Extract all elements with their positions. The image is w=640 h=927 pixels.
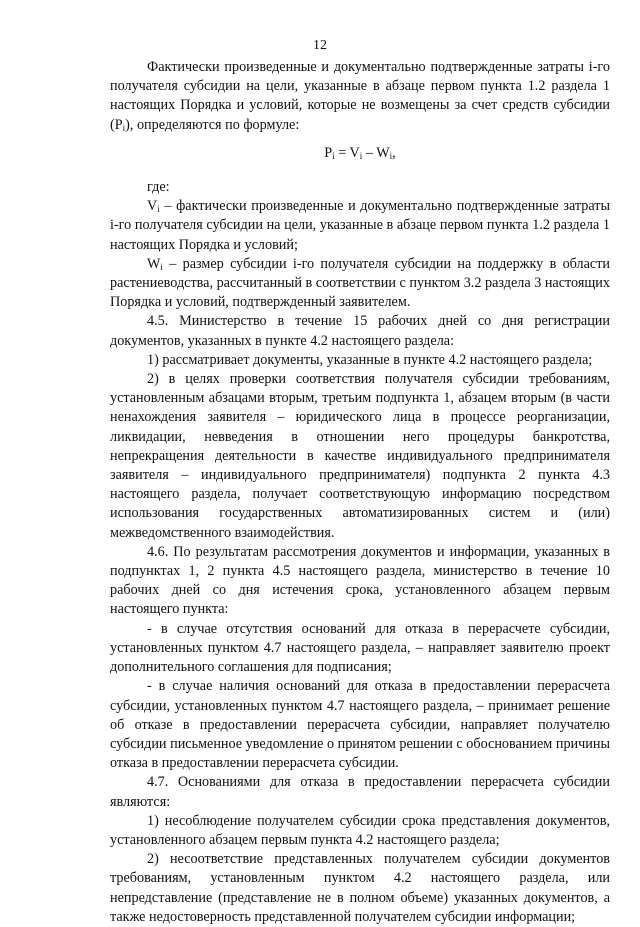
paragraph-4-6-a: - в случае отсутствия оснований для отказа в перерасчете субсидии, установленных пунктом 4.7 настоящего раздела, – направляет заявителю проект дополнительного соглашения для подписания; xyxy=(110,620,610,676)
paragraph-4-5-2: 2) в целях проверки соответствия получателя субсидии требованиям, установленным абзацами вторым, третьим подпункта 1, абзацем вторым (в части ненахождения заявителя – юридического лица в процессе реорганизации, ликвидации, невведения в отношении него процедуры банкротства, непрекращения деятельности в качестве индивидуального предпринимателя заявителя – индивидуального предпринимателя) подпункта 2 пункта 4.3 настоящего раздела, получает соответствующую информацию посредством использования государственных автоматизированных систем и (или) межведомственного взаимодействия. xyxy=(110,371,610,541)
paragraph-4-7-2: 2) несоответствие представленных получателем субсидии документов требованиям, установленным пунктом 4.2 настоящего раздела, или непредставление (представление не в полном объеме) указанных документов, а также недостоверность представленной получателем субсидии информации; xyxy=(110,851,610,925)
paragraph-4-7: 4.7. Основаниями для отказа в предоставлении перерасчета субсидии являются: xyxy=(110,774,610,810)
paragraph-4-6: 4.6. По результатам рассмотрения документов и информации, указанных в подпунктах 1, 2 пункта 4.5 настоящего раздела, министерство в течение 10 рабочих дней со дня истечения срока, установленного абзацем первым настоящего пункта: xyxy=(110,543,610,618)
definition-w: $W_i$ – размер субсидии i-го получателя субсидии на поддержку в области растениеводства, рассчитанный в соответствии с пунктом 3.2 раздела 3 настоящих Порядка и условий, подтвержденный заявителем. xyxy=(110,255,610,311)
definition-v: $V_i$ – фактически произведенные и документально подтвержденные затраты i-го получателя субсидии на цели, указанные в абзаце первом пункта 1.2 раздела 1 настоящих Порядка и условий; xyxy=(110,198,610,253)
paragraph-costs: Фактически произведенные и документально подтвержденные затраты i-го получателя субсидии на цели, указанные в абзаце первом пункта 1.2 раздела 1 настоящих Порядка и условий, которые не возмещены за счет средств субсидии $(P_i)$, определяются по формуле: xyxy=(110,59,610,133)
paragraph-4-7-1: 1) несоблюдение получателем субсидии срока представления документов, установленного абзацем первым пункта 4.2 настоящего раздела; xyxy=(110,812,610,848)
paragraph-4-5-1: 1) рассматривает документы, указанные в пункте 4.2 настоящего раздела; xyxy=(147,351,593,368)
formula: $P_i = V_i - W_i$, xyxy=(324,144,396,161)
paragraph-4-6-b: - в случае наличия оснований для отказа в предоставлении перерасчета субсидии, установленных пунктом 4.7 настоящего раздела, – принимает решение об отказе в предоставлении перерасчета субсидии, направляет получателю субсидии письменное уведомление о принятом решении с обоснованием причины отказа в предоставлении перерасчета субсидии. xyxy=(110,678,610,772)
paragraph-4-5: 4.5. Министерство в течение 15 рабочих дней со дня регистрации документов, указанных в пункте 4.2 настоящего раздела: xyxy=(110,313,610,349)
where-label: где: xyxy=(147,179,170,196)
page-number: 12 xyxy=(313,38,327,53)
document-body xyxy=(110,58,610,927)
